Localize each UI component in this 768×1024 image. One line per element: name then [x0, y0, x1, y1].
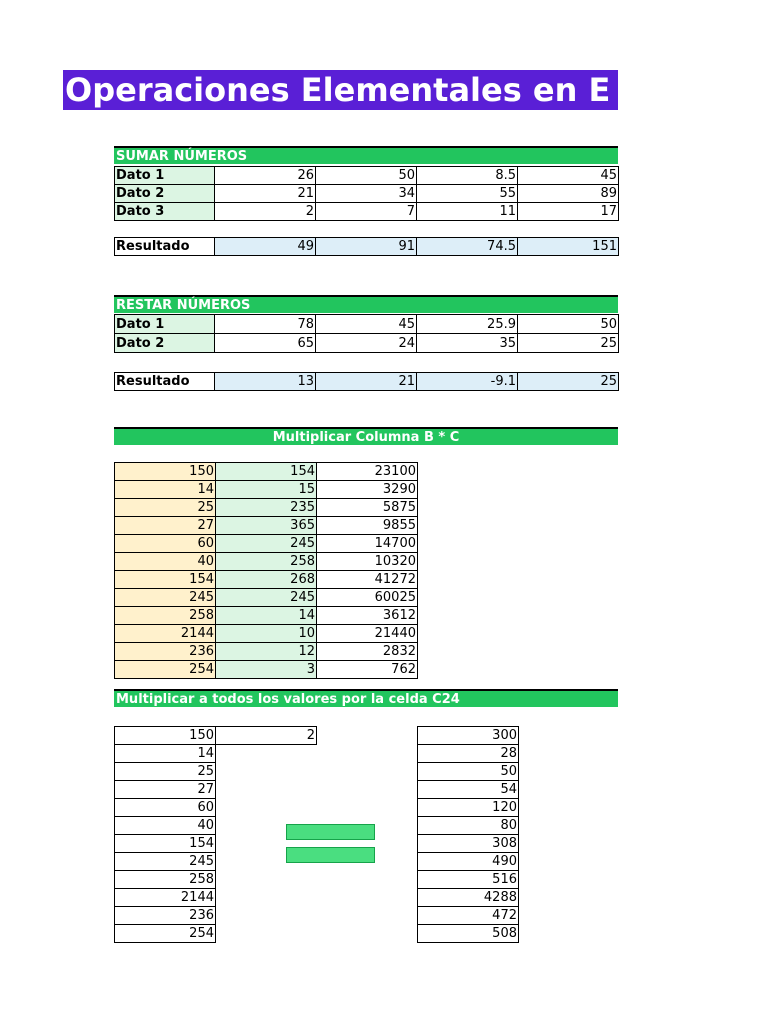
result-cell[interactable]: 151 [518, 238, 619, 256]
cell[interactable]: 23100 [317, 463, 418, 481]
cell[interactable]: 3290 [317, 481, 418, 499]
empty-cell[interactable] [216, 925, 317, 943]
cell[interactable]: 65 [215, 334, 316, 353]
result-cell[interactable]: 21 [316, 373, 417, 391]
empty-cell[interactable] [216, 781, 317, 799]
cell[interactable]: 45 [316, 315, 417, 334]
cell[interactable]: 245 [216, 535, 317, 553]
row-label[interactable]: Dato 2 [115, 334, 215, 353]
cell[interactable]: 7 [316, 203, 417, 221]
restar-table [114, 314, 619, 353]
result-cell[interactable]: 472 [418, 907, 519, 925]
multiplicar-header: Multiplicar Columna B * C [114, 427, 618, 445]
table-row [115, 571, 418, 589]
cell[interactable]: 40 [115, 817, 216, 835]
result-cell[interactable]: 74.5 [417, 238, 518, 256]
cell[interactable]: 10 [216, 625, 317, 643]
cell[interactable]: 27 [115, 517, 216, 535]
cell[interactable]: 245 [115, 853, 216, 871]
cell[interactable]: 236 [115, 643, 216, 661]
table-row [115, 625, 418, 643]
empty-cell[interactable] [216, 871, 317, 889]
table-row [115, 745, 317, 763]
table-row [115, 799, 317, 817]
table-row [115, 481, 418, 499]
page-title: Operaciones Elementales en E [63, 70, 618, 110]
result-cell[interactable]: 516 [418, 871, 519, 889]
result-cell[interactable]: 49 [215, 238, 316, 256]
multiplicar-table [114, 462, 418, 679]
result-cell[interactable]: 300 [418, 727, 519, 745]
cell[interactable]: 60025 [317, 589, 418, 607]
table-row [418, 853, 519, 871]
table-row [115, 517, 418, 535]
cell[interactable]: 41272 [317, 571, 418, 589]
cell[interactable]: 258 [115, 871, 216, 889]
cell[interactable]: 254 [115, 925, 216, 943]
result-row [115, 373, 619, 391]
multiplicar-celda-header: Multiplicar a todos los valores por la celda C24 [114, 689, 618, 707]
row-label[interactable]: Dato 1 [115, 315, 215, 334]
cell[interactable]: 25 [115, 763, 216, 781]
sumar-header: SUMAR NÚMEROS [114, 146, 618, 164]
shape-button[interactable] [286, 847, 375, 863]
table-row [115, 334, 619, 353]
cell[interactable]: 5875 [317, 499, 418, 517]
table-row [115, 463, 418, 481]
table-row [115, 607, 418, 625]
table-row [418, 835, 519, 853]
result-label[interactable]: Resultado [115, 238, 215, 256]
empty-cell[interactable] [216, 745, 317, 763]
table-row [115, 907, 317, 925]
cell[interactable]: 24 [316, 334, 417, 353]
cell[interactable]: 50 [518, 315, 619, 334]
cell[interactable]: 365 [216, 517, 317, 535]
table-row [418, 799, 519, 817]
row-label[interactable]: Dato 2 [115, 185, 215, 203]
sumar-result-table [114, 237, 619, 256]
result-cell[interactable]: 28 [418, 745, 519, 763]
cell[interactable]: 150 [115, 727, 216, 745]
cell[interactable]: 25 [115, 499, 216, 517]
cell[interactable]: 78 [215, 315, 316, 334]
table-row [115, 763, 317, 781]
cell[interactable]: 89 [518, 185, 619, 203]
result-label[interactable]: Resultado [115, 373, 215, 391]
cell[interactable]: 150 [115, 463, 216, 481]
cell[interactable]: 245 [115, 589, 216, 607]
table-row [115, 203, 619, 221]
cell[interactable]: 762 [317, 661, 418, 679]
result-cell[interactable]: 490 [418, 853, 519, 871]
table-row [115, 889, 317, 907]
cell[interactable]: 14700 [317, 535, 418, 553]
cell[interactable]: 14 [115, 481, 216, 499]
table-row [115, 781, 317, 799]
table-row [418, 889, 519, 907]
cell[interactable]: 2144 [115, 625, 216, 643]
cell[interactable]: 60 [115, 799, 216, 817]
cell[interactable]: 60 [115, 535, 216, 553]
cell[interactable]: 45 [518, 167, 619, 185]
empty-cell[interactable] [216, 907, 317, 925]
cell[interactable]: 50 [316, 167, 417, 185]
cell[interactable]: 2 [215, 203, 316, 221]
table-row [418, 817, 519, 835]
table-row [418, 925, 519, 943]
table-row [418, 727, 519, 745]
cell[interactable]: 27 [115, 781, 216, 799]
table-row [418, 871, 519, 889]
cell[interactable]: 235 [216, 499, 317, 517]
table-row [115, 925, 317, 943]
cell[interactable]: 14 [216, 607, 317, 625]
restar-result-table [114, 372, 619, 391]
cell[interactable]: 25.9 [417, 315, 518, 334]
table-row [115, 589, 418, 607]
table-row [418, 907, 519, 925]
cell[interactable]: 3 [216, 661, 317, 679]
cell[interactable]: 154 [115, 571, 216, 589]
cell[interactable]: 258 [216, 553, 317, 571]
cell[interactable]: 21440 [317, 625, 418, 643]
table-row [115, 185, 619, 203]
cell[interactable]: 245 [216, 589, 317, 607]
cell[interactable]: 17 [518, 203, 619, 221]
table-row [115, 499, 418, 517]
table-row [115, 553, 418, 571]
shape-button[interactable] [286, 824, 375, 840]
table-row [418, 781, 519, 799]
empty-cell[interactable] [216, 799, 317, 817]
restar-header: RESTAR NÚMEROS [114, 295, 618, 313]
result-cell[interactable]: 308 [418, 835, 519, 853]
row-label[interactable]: Dato 3 [115, 203, 215, 221]
table-row [115, 643, 418, 661]
sumar-table [114, 166, 619, 221]
result-cell[interactable]: 25 [518, 373, 619, 391]
cell[interactable]: 55 [417, 185, 518, 203]
cell[interactable]: 21 [215, 185, 316, 203]
cell[interactable]: 154 [216, 463, 317, 481]
result-cell[interactable]: 91 [316, 238, 417, 256]
cell[interactable]: 8.5 [417, 167, 518, 185]
cell[interactable]: 10320 [317, 553, 418, 571]
table-row [115, 315, 619, 334]
result-cell[interactable]: 50 [418, 763, 519, 781]
result-row [115, 238, 619, 256]
cell[interactable]: 268 [216, 571, 317, 589]
cell[interactable]: 15 [216, 481, 317, 499]
cell[interactable]: 26 [215, 167, 316, 185]
cell[interactable]: 236 [115, 907, 216, 925]
cell[interactable]: 254 [115, 661, 216, 679]
result-cell[interactable]: 508 [418, 925, 519, 943]
cell[interactable]: 12 [216, 643, 317, 661]
row-label[interactable]: Dato 1 [115, 167, 215, 185]
cell[interactable]: 2144 [115, 889, 216, 907]
cell[interactable]: 3612 [317, 607, 418, 625]
cell[interactable]: 25 [518, 334, 619, 353]
cell[interactable]: 258 [115, 607, 216, 625]
result-cell[interactable]: 4288 [418, 889, 519, 907]
cell[interactable]: 14 [115, 745, 216, 763]
result-cell[interactable]: 13 [215, 373, 316, 391]
table-row [115, 535, 418, 553]
table-row [418, 763, 519, 781]
cell[interactable]: 40 [115, 553, 216, 571]
table-row [418, 745, 519, 763]
result-cell[interactable]: 120 [418, 799, 519, 817]
result-cell[interactable]: -9.1 [417, 373, 518, 391]
cell[interactable]: 9855 [317, 517, 418, 535]
table-row [115, 871, 317, 889]
cell[interactable]: 35 [417, 334, 518, 353]
cell[interactable]: 11 [417, 203, 518, 221]
cell[interactable]: 154 [115, 835, 216, 853]
result-cell[interactable]: 54 [418, 781, 519, 799]
cell[interactable]: 2832 [317, 643, 418, 661]
cell[interactable]: 34 [316, 185, 417, 203]
table-row [115, 727, 317, 745]
multiplicar-celda-result-table [417, 726, 519, 943]
result-cell[interactable]: 80 [418, 817, 519, 835]
empty-cell[interactable] [216, 763, 317, 781]
empty-cell[interactable] [216, 889, 317, 907]
table-row [115, 167, 619, 185]
factor-cell[interactable]: 2 [216, 727, 317, 745]
table-row [115, 661, 418, 679]
